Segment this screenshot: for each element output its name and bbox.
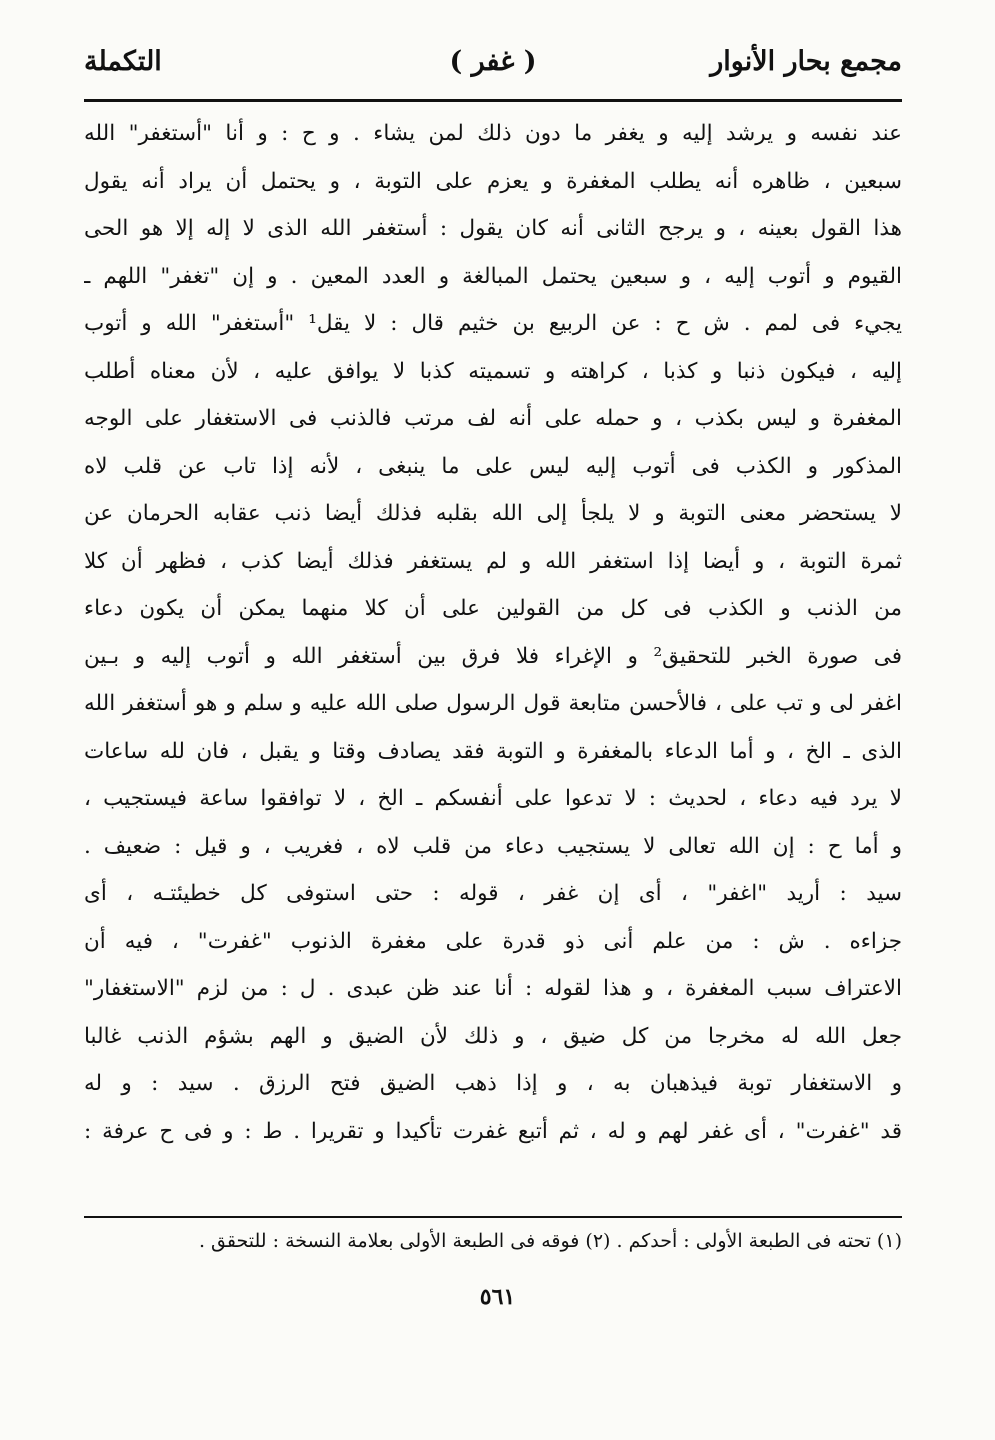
body-line: اغفر لى و تب على ، فالأحسن متابعة قول الرسول صلى الله عليه و سلم و هو أستغفر الله [84, 691, 902, 716]
page-number: ٥٦١ [479, 1284, 516, 1310]
body-line: الذى ـ الخ ، و أما الدعاء بالمغفرة و التوبة فقد يصادف وقتا و يقبل ، فان لله ساعات [84, 738, 902, 764]
body-line: فى صورة الخبر للتحقيق² و الإغراء فلا فرق بين أستغفر الله و أتوب إليه و بـين [84, 643, 902, 669]
body-line: و الاستغفار توبة فيذهبان به ، و إذا ذهب الضيق فتح الرزق . سيد : و له [84, 1071, 902, 1096]
body-line: و أما ح : إن الله تعالى لا يستجيب دعاء من قلب لاه ، فغريب ، و قيل : ضعيف . [84, 833, 902, 859]
section-title: التكملة [84, 46, 162, 77]
body-line: عند نفسه و يرشد إليه و يغفر ما دون ذلك لمن يشاء . و ح : و أنا "أستغفر" الله [84, 121, 902, 146]
footnote: (١) تحته فى الطبعة الأولى : أحدكم . (٢) فوقه فى الطبعة الأولى بعلامة النسخة : للتحقق . [198, 1230, 902, 1252]
body-line: المغفرة و ليس بكذب ، و حمله على أنه لف مرتب فالذنب فى الاستغفار على الوجه [84, 406, 902, 431]
body-line: هذا القول بعينه ، و يرجح الثانى أنه كان يقول : أستغفر الله الذى لا إله إلا هو الحى [84, 216, 902, 241]
body-line: سيد : أريد "اغفر" ، أى إن غفر ، قوله : حتى استوفى كل خطيئتـه ، أى [84, 881, 902, 906]
body-text [84, 110, 902, 1155]
header-rule [84, 99, 902, 102]
body-line: جعل الله له مخرجا من كل ضيق ، و ذلك لأن الضيق و الهم بشؤم الذنب غالبا [84, 1023, 902, 1049]
body-line: من الذنب و الكذب فى كل من القولين على أن كلا منهما يمكن أن يكون دعاء [84, 596, 902, 621]
body-line: إليه ، فيكون ذنبا و كذبا ، كراهته و تسميته كذبا لا يوافق عليه ، لأن معناه أطلب [84, 358, 902, 384]
body-line: قد "غفرت" ، أى غفر لهم و له ، ثم أتبع غفرت تأكيدا و تقريرا . ط : و فى ح عرفة : [84, 1118, 902, 1144]
body-line: جزاءه . ش : من علم أنى ذو قدرة على مغفرة الذنوب "غفرت" ، فيه أن [84, 928, 902, 954]
entry-heading: ( غفر ) [449, 46, 537, 77]
book-title: مجمع بحار الأنوار [710, 46, 902, 77]
body-line: لا يستحضر معنى التوبة و لا يلجأ إلى الله بقلبه فذلك أيضا ذنب عقابه الحرمان عن [84, 501, 902, 526]
body-line: سبعين ، ظاهره أنه يطلب المغفرة و يعزم على التوبة ، و يحتمل أن يراد أنه يقول [84, 168, 902, 194]
footnote-rule [84, 1216, 902, 1218]
running-header [84, 40, 902, 92]
body-line: لا يرد فيه دعاء ، لحديث : لا تدعوا على أنفسكم ـ الخ ، لا توافقوا ساعة فيستجيب ، [84, 786, 902, 811]
body-line: القيوم و أتوب إليه ، و سبعين يحتمل المبالغة و العدد المعين . و إن "تغفر" اللهم ـ [84, 263, 902, 289]
body-line: يجيء فى لمم . ش ح : عن الربيع بن خثيم قال : لا يقل¹ "أستغفر" الله و أتوب [84, 311, 902, 336]
body-line: الاعتراف سبب المغفرة ، و هذا لقوله : أنا عند ظن عبدى . ل : من لزم "الاستغفار" [84, 976, 902, 1001]
body-line: المذكور و الكذب فى أتوب إليه ليس على ما ينبغى ، لأنه إذا تاب عن قلب لاه [84, 453, 902, 479]
body-line: ثمرة التوبة ، و أيضا إذا استغفر الله و لم يستغفر فذلك أيضا كذب ، فظهر أن كلا [84, 548, 902, 574]
